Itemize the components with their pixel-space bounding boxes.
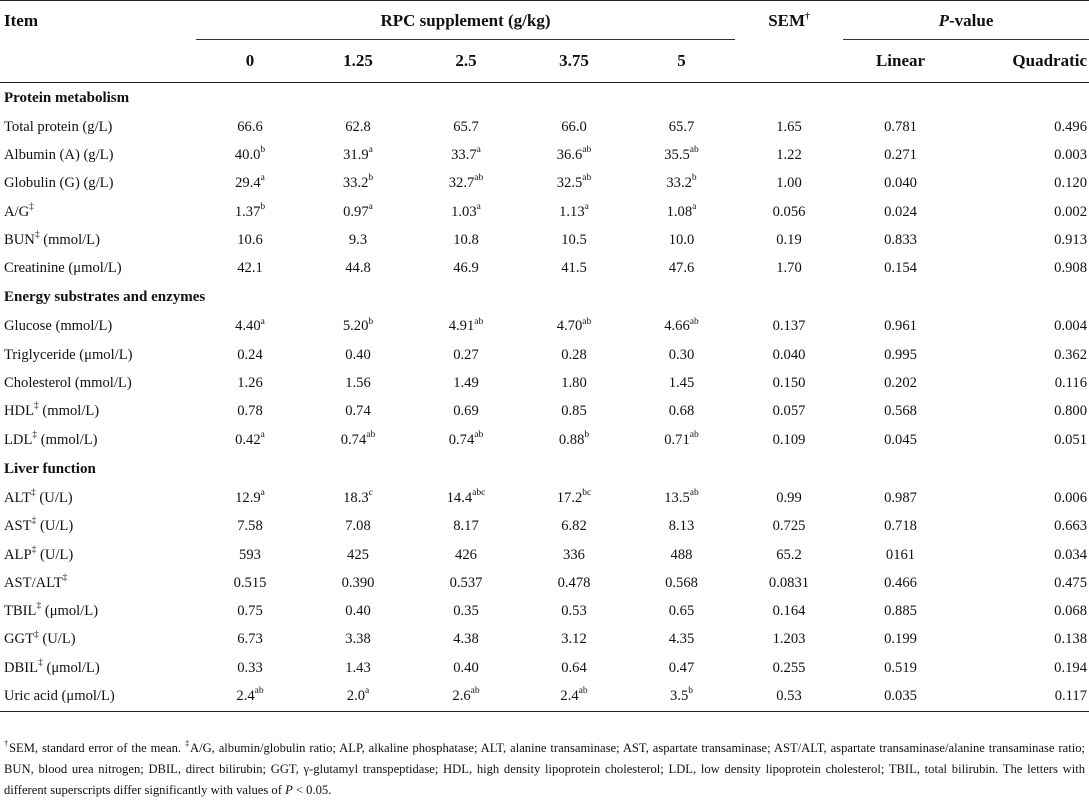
cell-linear: 0.781 (884, 118, 917, 135)
cell-value: 41.5 (561, 260, 587, 277)
cell-sem: 0.040 (772, 346, 806, 363)
cell-value: 1.56 (345, 375, 371, 392)
table-row (0, 313, 1089, 341)
cell-value: 0.75 (237, 603, 263, 620)
table-row (0, 597, 1089, 625)
cell-quadratic: 0.496 (1054, 118, 1087, 135)
cell-value: 65.7 (453, 118, 479, 135)
cell-value: 0.30 (668, 346, 695, 363)
cell-value: 13.5$^{ab}$ (664, 488, 699, 506)
cell-value: 10.6 (237, 231, 263, 248)
row-label: Globulin (G) (g/L) (4, 175, 114, 192)
sem-header: SEM† (768, 11, 810, 31)
cell-value: 1.08$^a$ (666, 201, 697, 220)
table-row (0, 141, 1089, 169)
cell-linear: 0.202 (884, 375, 917, 392)
cell-linear: 0.987 (884, 489, 917, 506)
cell-value: 36.6$^{ab}$ (556, 145, 592, 163)
cell-linear: 0.199 (884, 631, 917, 648)
cell-value: 593 (239, 546, 261, 563)
section-title: Liver function (4, 460, 96, 477)
cell-value: 1.26 (237, 375, 263, 392)
cell-value: 0.40 (453, 659, 479, 676)
cell-value: 4.35 (668, 631, 695, 648)
cell-value: 2.0$^a$ (346, 686, 370, 704)
cell-value: 3.5$^b$ (670, 686, 693, 704)
cell-value: 6.73 (237, 631, 263, 648)
cell-value: 17.2$^{bc}$ (556, 488, 592, 506)
table-row (0, 569, 1089, 597)
cell-value: 44.8 (345, 260, 371, 277)
cell-value: 12.9$^a$ (235, 488, 265, 506)
cell-value: 33.2$^b$ (666, 173, 697, 192)
cell-value: 0.85 (561, 403, 587, 420)
cell-value: 0.88$^b$ (558, 429, 590, 448)
cell-sem: 1.203 (772, 631, 806, 648)
cell-value: 0.42$^a$ (235, 429, 265, 448)
table-row (0, 513, 1089, 541)
cell-sem: 0.137 (772, 318, 806, 335)
cell-value: 7.58 (237, 518, 263, 535)
cell-value: 0.64 (561, 659, 587, 676)
cell-value: 5.20$^b$ (342, 316, 374, 335)
cell-sem: 1.65 (776, 118, 802, 135)
cell-value: 0.537 (449, 574, 483, 591)
cell-quadratic: 0.116 (1054, 375, 1087, 392)
row-label: Total protein (g/L) (4, 118, 113, 135)
cell-value: 66.0 (561, 118, 587, 135)
cell-value: 0.74$^{ab}$ (448, 429, 484, 448)
level-header: 5 (677, 51, 686, 70)
cell-value: 0.78 (237, 403, 263, 420)
cell-value: 0.27 (453, 346, 479, 363)
cell-quadratic: 0.117 (1054, 687, 1087, 704)
cell-value: 0.97$^a$ (343, 201, 373, 220)
cell-sem: 0.0831 (768, 574, 810, 591)
cell-value: 4.66$^{ab}$ (664, 316, 699, 335)
cell-linear: 0161 (885, 546, 916, 563)
cell-value: 1.03$^a$ (451, 201, 481, 220)
cell-value: 29.4$^a$ (235, 173, 265, 192)
cell-quadratic: 0.913 (1054, 231, 1087, 248)
row-label: ALT‡ (U/L) (4, 488, 73, 506)
level-header: 1.25 (343, 51, 373, 70)
pvalue-header: P-value (843, 1, 1089, 40)
cell-value: 33.2$^b$ (342, 173, 374, 192)
cell-value: 1.43 (345, 659, 371, 676)
cell-quadratic: 0.362 (1054, 346, 1087, 363)
cell-quadratic: 0.475 (1054, 574, 1087, 591)
cell-value: 65.7 (668, 118, 695, 135)
cell-value: 4.40$^a$ (235, 316, 265, 335)
cell-value: 0.40 (345, 346, 371, 363)
cell-sem: 0.057 (772, 403, 806, 420)
cell-value: 0.53 (561, 603, 587, 620)
cell-sem: 1.00 (776, 175, 802, 192)
cell-quadratic: 0.051 (1054, 431, 1087, 448)
row-label: Glucose (mmol/L) (4, 318, 113, 335)
cell-value: 0.40 (345, 603, 371, 620)
cell-sem: 1.22 (776, 146, 802, 163)
cell-value: 3.38 (345, 631, 371, 648)
table-row (0, 226, 1089, 254)
section-row (0, 454, 1089, 484)
cell-quadratic: 0.194 (1054, 659, 1087, 676)
row-label: Uric acid (μmol/L) (4, 687, 115, 704)
cell-value: 1.45 (668, 375, 695, 392)
cell-linear: 0.024 (884, 203, 917, 220)
quadratic-header: Quadratic (1012, 51, 1087, 70)
cell-value: 0.24 (237, 346, 263, 363)
cell-linear: 0.040 (884, 175, 917, 192)
cell-value: 0.74$^{ab}$ (340, 429, 376, 448)
table-row (0, 426, 1089, 454)
cell-value: 10.8 (453, 231, 479, 248)
cell-value: 1.80 (561, 375, 587, 392)
row-label: LDL‡ (mmol/L) (4, 429, 98, 448)
cell-value: 1.49 (453, 375, 479, 392)
cell-value: 8.17 (453, 518, 479, 535)
cell-value: 426 (455, 546, 477, 563)
cell-value: 0.65 (668, 603, 695, 620)
cell-quadratic: 0.002 (1054, 203, 1087, 220)
row-label: HDL‡ (mmol/L) (4, 401, 100, 420)
row-label: BUN‡ (mmol/L) (4, 229, 100, 248)
cell-sem: 0.109 (772, 431, 806, 448)
cell-linear: 0.718 (884, 518, 917, 535)
row-label: TBIL‡ (μmol/L) (4, 601, 99, 620)
cell-linear: 0.995 (884, 346, 917, 363)
cell-value: 32.7$^{ab}$ (448, 173, 484, 192)
cell-value: 0.74 (345, 403, 371, 420)
row-label: DBIL‡ (μmol/L) (4, 657, 100, 676)
cell-linear: 0.833 (884, 231, 917, 248)
cell-value: 0.478 (557, 574, 591, 591)
cell-value: 7.08 (345, 518, 371, 535)
row-label: Cholesterol (mmol/L) (4, 375, 132, 392)
row-label: Triglyceride (μmol/L) (4, 346, 133, 363)
table-row (0, 113, 1089, 141)
cell-value: 31.9$^a$ (343, 145, 373, 163)
level-header: 3.75 (559, 51, 589, 70)
cell-value: 0.33 (237, 659, 263, 676)
cell-value: 336 (563, 546, 585, 563)
section-title: Protein metabolism (4, 89, 130, 106)
cell-value: 35.5$^{ab}$ (664, 145, 699, 163)
cell-value: 4.38 (453, 631, 479, 648)
cell-value: 18.3$^c$ (343, 488, 373, 506)
cell-linear: 0.045 (884, 431, 917, 448)
cell-value: 4.70$^{ab}$ (556, 316, 592, 335)
cell-quadratic: 0.908 (1054, 260, 1087, 277)
cell-value: 488 (670, 546, 693, 563)
cell-quadratic: 0.138 (1054, 631, 1087, 648)
cell-sem: 0.725 (772, 518, 806, 535)
level-header: 0 (245, 51, 255, 70)
item-header: Item (4, 11, 38, 31)
cell-sem: 0.19 (776, 231, 802, 248)
header-row-2 (0, 40, 1089, 83)
cell-linear: 0.568 (884, 403, 917, 420)
cell-value: 0.35 (453, 603, 479, 620)
cell-value: 3.12 (561, 631, 587, 648)
cell-value: 0.71$^{ab}$ (664, 429, 699, 448)
cell-sem: 0.255 (772, 659, 806, 676)
cell-sem: 65.2 (776, 546, 802, 563)
table-row (0, 654, 1089, 682)
cell-linear: 0.519 (884, 659, 917, 676)
cell-sem: 1.70 (776, 260, 802, 277)
cell-value: 4.91$^{ab}$ (448, 316, 484, 335)
cell-value: 8.13 (668, 518, 695, 535)
linear-header: Linear (875, 51, 926, 70)
cell-sem: 0.53 (776, 687, 802, 704)
cell-value: 2.4$^{ab}$ (560, 686, 588, 704)
cell-value: 10.0 (668, 231, 695, 248)
cell-quadratic: 0.004 (1054, 318, 1087, 335)
cell-value: 0.28 (561, 346, 587, 363)
cell-value: 32.5$^{ab}$ (556, 173, 592, 192)
cell-sem: 0.056 (772, 203, 806, 220)
cell-value: 47.6 (668, 260, 695, 277)
cell-quadratic: 0.800 (1054, 403, 1087, 420)
row-label: Albumin (A) (g/L) (4, 146, 114, 163)
table-row (0, 198, 1089, 226)
cell-quadratic: 0.003 (1054, 146, 1087, 163)
table-row (0, 254, 1089, 282)
cell-value: 66.6 (237, 118, 263, 135)
cell-linear: 0.035 (884, 687, 917, 704)
cell-linear: 0.961 (884, 318, 917, 335)
table-row (0, 170, 1089, 198)
table-row (0, 484, 1089, 512)
cell-value: 2.6$^{ab}$ (452, 686, 480, 704)
row-label: ALP‡ (U/L) (4, 544, 74, 563)
row-label: AST‡ (U/L) (4, 516, 74, 535)
row-label: Creatinine (μmol/L) (4, 260, 122, 277)
cell-value: 62.8 (345, 118, 371, 135)
cell-quadratic: 0.663 (1054, 518, 1087, 535)
cell-value: 9.3 (348, 231, 368, 248)
table-row (0, 626, 1089, 654)
cell-value: 0.568 (665, 574, 698, 591)
section-row (0, 283, 1089, 313)
cell-linear: 0.885 (884, 603, 917, 620)
cell-quadratic: 0.120 (1054, 175, 1087, 192)
table-row (0, 341, 1089, 369)
cell-value: 6.82 (561, 518, 587, 535)
cell-value: 425 (347, 546, 369, 563)
cell-value: 33.7$^a$ (451, 145, 481, 163)
table-body (0, 83, 1089, 712)
cell-quadratic: 0.006 (1054, 489, 1087, 506)
cell-value: 40.0$^b$ (234, 145, 266, 163)
table-row (0, 398, 1089, 426)
cell-value: 1.13$^a$ (559, 201, 589, 220)
table-row (0, 541, 1089, 569)
section-title: Energy substrates and enzymes (4, 289, 206, 306)
cell-linear: 0.466 (884, 574, 917, 591)
rpc-group-header: RPC supplement (g/kg) (196, 1, 735, 40)
cell-value: 0.515 (233, 574, 267, 591)
level-header: 2.5 (455, 51, 477, 70)
row-label: AST/ALT‡ (4, 572, 68, 591)
cell-value: 0.68 (668, 403, 695, 420)
cell-sem: 0.164 (772, 603, 806, 620)
header-row-1 (0, 1, 1089, 40)
cell-value: 1.37$^b$ (234, 201, 266, 220)
cell-sem: 0.150 (772, 375, 806, 392)
cell-value: 14.4$^{abc}$ (446, 488, 486, 506)
cell-value: 42.1 (237, 260, 263, 277)
cell-value: 0.47 (668, 659, 695, 676)
cell-value: 2.4$^{ab}$ (236, 686, 264, 704)
table-row (0, 682, 1089, 711)
cell-linear: 0.154 (884, 260, 917, 277)
cell-value: 10.5 (561, 231, 587, 248)
table-footnote: †SEM, standard error of the mean. ‡A/G, albumin/globulin ratio; ALP, alkaline phosphatase; ALT, alanine transaminase; AST, aspartate transaminase; AST/ALT, aspartate transaminase/alanine transaminase ratio; BUN, blood urea nitrogen; DBIL, direct bilirubin; GGT, γ-glutamyl transpeptidase; HDL, high density lipoprotein cholesterol; LDL, low density lipoprotein cholesterol; TBIL, total bilirubin. The letters with different superscripts differ significantly with values of P < 0.05. (4, 737, 1085, 797)
cell-linear: 0.271 (884, 146, 917, 163)
cell-value: 46.9 (453, 260, 479, 277)
section-row (0, 83, 1089, 114)
row-label: A/G‡ (4, 201, 34, 220)
table-row (0, 369, 1089, 397)
cell-quadratic: 0.034 (1054, 546, 1087, 563)
cell-value: 0.390 (341, 574, 375, 591)
cell-sem: 0.99 (776, 489, 802, 506)
row-label: GGT‡ (U/L) (4, 629, 76, 648)
cell-quadratic: 0.068 (1054, 603, 1087, 620)
cell-value: 0.69 (453, 403, 479, 420)
